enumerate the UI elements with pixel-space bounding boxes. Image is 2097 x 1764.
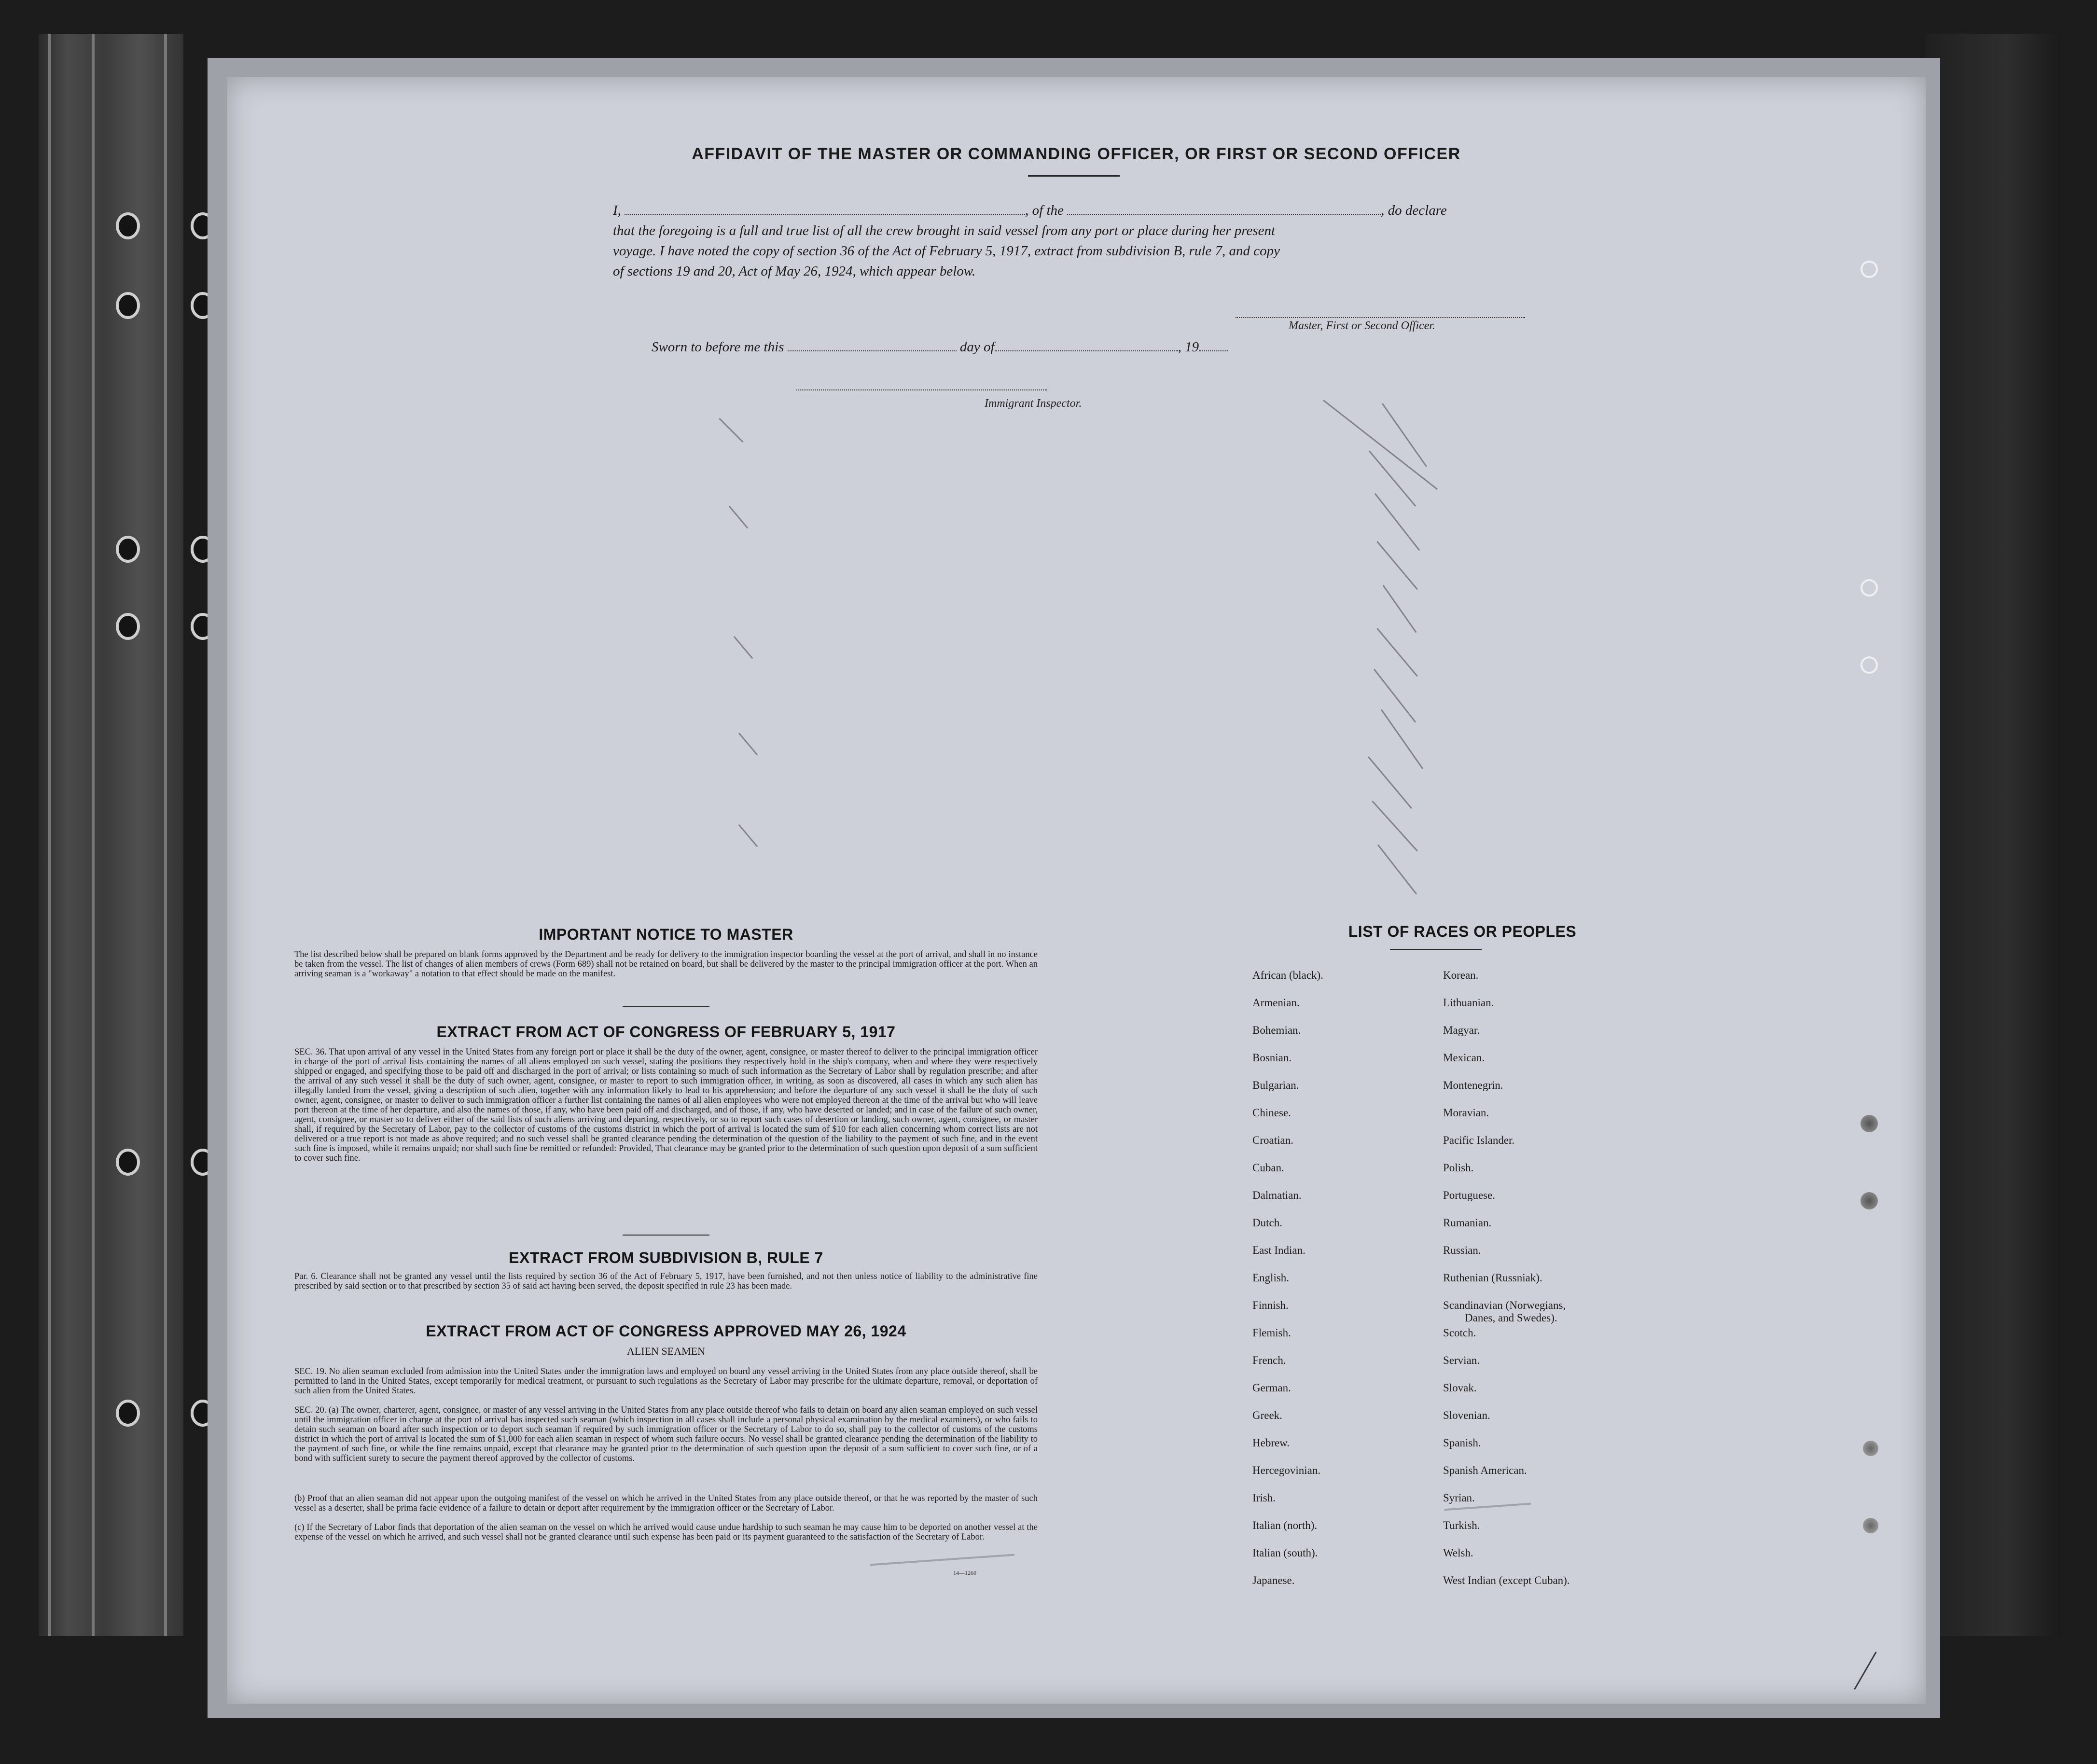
declaration-line-3: voyage. I have noted the copy of section 36 of the Act of February 5, 1917, extract from subdivision B, rule 7, and copy [613, 243, 1280, 259]
race-item: Finnish. [1252, 1299, 1289, 1311]
race-item: Dalmatian. [1252, 1189, 1302, 1201]
race-item: Portuguese. [1443, 1189, 1495, 1201]
race-item: Bulgarian. [1252, 1079, 1299, 1091]
sworn-month-field[interactable] [995, 349, 1178, 351]
pencil-mark [1381, 709, 1423, 769]
sec-20b-text: (b) Proof that an alien seaman did not appear upon the outgoing manifest of the vessel on which he arrived in the United States from any place outside thereof, or that he was reported by the master of such vessel as a deserter, shall be prima facie evidence of a failure to detain or deport after requirement by the immigration officer or the Secretary of Labor. [294, 1494, 1038, 1513]
punch-hole [1863, 1441, 1878, 1456]
sec-19-text: SEC. 19. No alien seaman excluded from admission into the United States under the immigration laws and employed on board any vessel arriving in the United States from any place outside thereof, shall be permitted to land in the United States, except temporarily for medical treatment, or pursuant to such regulations as the Secretary of Labor may prescribe for the ultimate departure, removal, or deportation of such alien from the United States. [294, 1367, 1038, 1396]
race-item-continuation: Danes, and Swedes). [1465, 1312, 1557, 1324]
inspector-label: Immigrant Inspector. [985, 397, 1082, 410]
race-item: Pacific Islander. [1443, 1134, 1515, 1146]
race-item: Magyar. [1443, 1024, 1480, 1036]
pencil-mark [1375, 493, 1420, 551]
punch-hole [1861, 261, 1878, 278]
race-item: Scandinavian (Norwegians, [1443, 1299, 1566, 1311]
rule-7-body: Par. 6. Clearance shall not be granted any vessel until the lists required by section 36 of the Act of February 5, 1917, have been furnished, and not then unless notice of liability to the administrative fine prescribed by said section or to that prescribed by section 35 of said act having been served, the deposit specified in rule 23 has been made. [294, 1272, 1038, 1291]
race-item: African (black). [1252, 969, 1323, 981]
extract-1917-title: EXTRACT FROM ACT OF CONGRESS OF FEBRUARY 5, 1917 [436, 1023, 896, 1041]
pencil-mark [1376, 628, 1418, 677]
race-item: Hebrew. [1252, 1437, 1290, 1449]
master-signature-line[interactable] [1236, 316, 1525, 318]
race-item: English. [1252, 1272, 1290, 1284]
race-item: Welsh. [1443, 1547, 1473, 1559]
race-item: Hercegovinian. [1252, 1464, 1321, 1476]
pencil-mark [1323, 400, 1438, 490]
race-item: East Indian. [1252, 1244, 1305, 1256]
pencil-mark [1377, 844, 1417, 894]
pencil-mark [738, 824, 758, 847]
pencil-mark [1368, 756, 1412, 809]
manifest-page [227, 77, 1926, 1704]
section-rule [623, 1006, 709, 1007]
races-rule [1390, 949, 1482, 950]
pencil-mark [738, 733, 758, 756]
notice-title: IMPORTANT NOTICE TO MASTER [539, 926, 793, 943]
race-item: Servian. [1443, 1354, 1480, 1366]
race-item: Slovenian. [1443, 1409, 1490, 1421]
race-item: German. [1252, 1382, 1291, 1394]
race-item: French. [1252, 1354, 1286, 1366]
race-item: Turkish. [1443, 1519, 1480, 1531]
race-item: Syrian. [1443, 1492, 1475, 1504]
scan-border-right [1926, 34, 2061, 1636]
binder-hole [116, 292, 140, 319]
extract-1924-title: EXTRACT FROM ACT OF CONGRESS APPROVED MAY 26, 1924 [426, 1322, 906, 1340]
races-title: LIST OF RACES OR PEOPLES [1348, 923, 1577, 940]
notice-body: The list described below shall be prepared on blank forms approved by the Department and be ready for delivery to the immigration inspector boarding the vessel at the port of arrival, and shall in no instance be taken from the vessel. The list of changes of alien members of crews (Form 689) shall not be retained on board, but shall be delivered by the master to the principal immigration officer at the port. When an arriving seaman is a "workaway" a notation to that effect should be made on the manifest. [294, 950, 1038, 979]
binder-strip [39, 34, 183, 1636]
pencil-mark [1854, 1652, 1877, 1690]
pencil-mark [1376, 541, 1418, 590]
pencil-mark [1382, 403, 1427, 467]
declaration-text [613, 200, 1559, 281]
sworn-line: Sworn to before me this day of , 19 [652, 339, 1228, 355]
binder-hole [116, 212, 140, 239]
pencil-mark [729, 506, 749, 529]
sec-20c-text: (c) If the Secretary of Labor finds that deportation of the alien seaman on the vessel on which he arrived would cause undue hardship to such seaman he may cause him to be deported on another vessel at the expense of the vessel on which he arrived, and such vessel shall not be granted clearance until such expense has been paid or its payment guaranteed to the satisfaction of the Secretary of Labor. [294, 1523, 1038, 1542]
race-item: Flemish. [1252, 1327, 1291, 1339]
punch-hole [1861, 1192, 1878, 1209]
punch-hole [1861, 579, 1878, 597]
race-item: Chinese. [1252, 1107, 1291, 1119]
race-item: Bohemian. [1252, 1024, 1301, 1036]
punch-hole [1863, 1518, 1878, 1533]
master-name-field[interactable] [625, 213, 1025, 215]
pencil-mark [1374, 668, 1417, 722]
master-signature-label: Master, First or Second Officer. [1289, 319, 1435, 332]
punch-hole [1861, 656, 1878, 674]
declaration-line-2: that the foregoing is a full and true list of all the crew brought in said vessel from any port or place during her present [613, 223, 1276, 238]
race-item: Bosnian. [1252, 1052, 1292, 1064]
inspector-signature-line[interactable] [796, 389, 1047, 390]
alien-seamen-subtitle: ALIEN SEAMEN [627, 1345, 705, 1357]
pencil-mark [1382, 584, 1417, 633]
race-item: Rumanian. [1443, 1217, 1492, 1229]
binder-hole [116, 613, 140, 640]
sworn-year-field[interactable] [1199, 349, 1228, 351]
title-rule [1028, 175, 1120, 177]
race-item: Russian. [1443, 1244, 1481, 1256]
race-item: Italian (south). [1252, 1547, 1318, 1559]
binder-hole [116, 1400, 140, 1427]
extract-1917-body: SEC. 36. That upon arrival of any vessel in the United States from any foreign port or place it shall be the duty of the owner, agent, consignee, or master thereof to deliver to the principal immigration officer in charge of the port of arrival lists containing the names of all aliens employed on such vessel, stating the positions they respectively hold in the ship's company, when and where they were respectively shipped or engaged, and specifying those to be paid off and discharged in the port of arrival; or lists containing so much of such information as the Secretary of Labor shall by regulation prescribe; and after the arrival of any such vessel it shall be the duty of such owner, agent, consignee, or master to report to such immigration officer, in writing, as soon as discovered, all cases in which any such alien has illegally landed from the vessel, giving a description of such alien, together with any information likely to lead to his apprehension; and before the departure of any such vessel it shall be the duty of such owner, agent, consignee, or master to deliver to such immigration officer a further list containing the names of all alien employees who were not employed thereon at the time of the arrival but who will leave port thereon at the time of her departure, and also the names of those, if any, who have been paid off and discharged, and of those, if any, who have deserted or landed; and in case of the failure of such owner, agent, consignee, or master so to deliver either of the said lists of such aliens arriving and departing, respectively, or so to report such cases of desertion or landing, such owner, agent, consignee, or master shall, if required by the Secretary of Labor, pay to the collector of customs of the customs district in which the port of arrival is located the sum of $10 for each alien concerning whom correct lists are not delivered or a true report is not made as above required; and no such vessel shall be granted clearance pending the determination of the question of the liability to the payment of such fine, and in the event such fine is imposed, while it remains unpaid; nor shall such fine be remitted or refunded: Provided, That clearance may be granted prior to the determination of such question upon deposit of a sum sufficient to cover such fine. [294, 1047, 1038, 1163]
race-item: Spanish American. [1443, 1464, 1527, 1476]
pencil-mark [719, 418, 744, 443]
rule-7-title: EXTRACT FROM SUBDIVISION B, RULE 7 [509, 1249, 823, 1266]
race-item: Croatian. [1252, 1134, 1293, 1146]
vessel-name-field[interactable] [1067, 213, 1381, 215]
race-item: Italian (north). [1252, 1519, 1318, 1531]
race-item: Mexican. [1443, 1052, 1485, 1064]
race-item: Greek. [1252, 1409, 1282, 1421]
declaration-line-1: I, , of the , do declare [613, 203, 1447, 218]
race-item: Ruthenian (Russniak). [1443, 1272, 1542, 1284]
form-number: 14—1260 [953, 1570, 976, 1576]
race-item: Cuban. [1252, 1162, 1284, 1174]
race-item: Slovak. [1443, 1382, 1477, 1394]
race-item: Scotch. [1443, 1327, 1476, 1339]
binder-hole [116, 1149, 140, 1176]
binder-hole [116, 536, 140, 563]
race-item: Lithuanian. [1443, 997, 1494, 1009]
sec-20a-text: SEC. 20. (a) The owner, charterer, agent, consignee, or master of any vessel arriving in the United States from any place outside thereof who fails to detain on board any alien seaman employed on such vessel until the immigration officer in charge at the port of arrival has inspected such seaman (which inspection in all cases shall include a personal physical examination by the medical examiners), or who fails to detain such seaman on board after such inspection or to deport such seaman if required by such immigration officer or the Secretary of Labor to do so, shall pay to the collector of customs of the customs district in which the port of arrival is located the sum of $1,000 for each alien seaman in respect of whom such failure occurs. No vessel shall be granted clearance pending the determination of the liability to the payment of such fine, or while the fine remains unpaid, except that clearance may be granted prior to the determination of such question upon the deposit of a sum sufficient to cover such fine, or of a bond with sufficient surety to secure the payment thereof approved by the collector of customs. [294, 1405, 1038, 1463]
race-item: Spanish. [1443, 1437, 1481, 1449]
affidavit-title: AFFIDAVIT OF THE MASTER OR COMMANDING OFFICER, OR FIRST OR SECOND OFFICER [692, 145, 1461, 163]
race-item: West Indian (except Cuban). [1443, 1574, 1570, 1586]
punch-hole [1861, 1115, 1878, 1132]
race-item: Korean. [1443, 969, 1479, 981]
declaration-line-4: of sections 19 and 20, Act of May 26, 1924, which appear below. [613, 264, 976, 279]
section-rule [623, 1235, 709, 1236]
pencil-mark [734, 636, 753, 659]
race-item: Polish. [1443, 1162, 1474, 1174]
sworn-day-field[interactable] [788, 349, 957, 351]
race-item: Montenegrin. [1443, 1079, 1503, 1091]
race-item: Moravian. [1443, 1107, 1489, 1119]
race-item: Irish. [1252, 1492, 1276, 1504]
race-item: Armenian. [1252, 997, 1300, 1009]
race-item: Dutch. [1252, 1217, 1282, 1229]
race-item: Japanese. [1252, 1574, 1295, 1586]
pencil-mark [1369, 450, 1417, 507]
